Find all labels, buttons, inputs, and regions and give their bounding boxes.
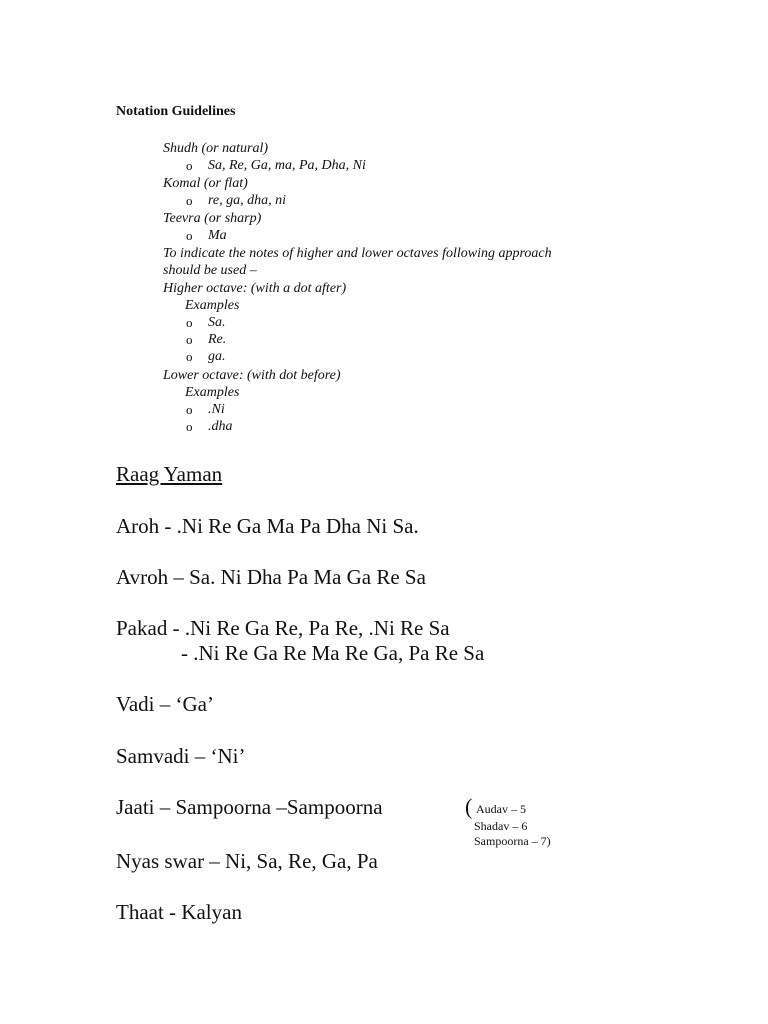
bullet-marker: o xyxy=(186,402,193,417)
jaati-line: Jaati – Sampoorna –Sampoorna xyxy=(116,795,383,819)
teevra-label: Teevra (or sharp) xyxy=(163,211,262,226)
pakad-line-1: Pakad - .Ni Re Ga Re, Pa Re, .Ni Re Sa xyxy=(116,616,450,640)
bullet-marker: o xyxy=(186,228,193,243)
bullet-marker: o xyxy=(186,349,193,364)
raag-title: Raag Yaman xyxy=(116,462,223,486)
jaati-note-audav: Audav – 5 xyxy=(476,802,526,816)
shudh-label: Shudh (or natural) xyxy=(163,141,268,156)
vadi-line: Vadi – ‘Ga’ xyxy=(116,692,214,716)
thaat-line: Thaat - Kalyan xyxy=(116,900,242,924)
lower-octave-label: Lower octave: (with dot before) xyxy=(163,368,341,383)
bullet-marker: o xyxy=(186,315,193,330)
shudh-notes: Sa, Re, Ga, ma, Pa, Dha, Ni xyxy=(208,158,366,173)
avroh-line: Avroh – Sa. Ni Dha Pa Ma Ga Re Sa xyxy=(116,565,426,589)
komal-label: Komal (or flat) xyxy=(163,176,248,191)
higher-octave-label: Higher octave: (with a dot after) xyxy=(163,281,347,296)
octave-intro-line-1: To indicate the notes of higher and lower octaves following approach xyxy=(163,246,552,261)
jaati-note-shadav: Shadav – 6 xyxy=(474,819,528,833)
bullet-marker: o xyxy=(186,193,193,208)
higher-example: Re. xyxy=(208,332,227,347)
samvadi-line: Samvadi – ‘Ni’ xyxy=(116,744,246,768)
nyas-swar-line: Nyas swar – Ni, Sa, Re, Ga, Pa xyxy=(116,849,378,873)
teevra-notes: Ma xyxy=(208,228,227,243)
bullet-marker: o xyxy=(186,332,193,347)
higher-examples-label: Examples xyxy=(185,298,240,313)
octave-intro-line-2: should be used – xyxy=(163,263,257,278)
pakad-line-2: - .Ni Re Ga Re Ma Re Ga, Pa Re Sa xyxy=(181,641,485,665)
jaati-note-sampoorna: Sampoorna – 7) xyxy=(474,834,551,848)
higher-example: ga. xyxy=(208,349,226,364)
notation-guidelines-heading: Notation Guidelines xyxy=(116,104,236,119)
lower-example: .dha xyxy=(208,419,233,434)
bullet-marker: o xyxy=(186,158,193,173)
lower-example: .Ni xyxy=(208,402,225,417)
aroh-line: Aroh - .Ni Re Ga Ma Pa Dha Ni Sa. xyxy=(116,514,419,538)
bullet-marker: o xyxy=(186,419,193,434)
lower-examples-label: Examples xyxy=(185,385,240,400)
higher-example: Sa. xyxy=(208,315,226,330)
komal-notes: re, ga, dha, ni xyxy=(208,193,287,208)
jaati-note-paren: ( xyxy=(465,794,473,819)
